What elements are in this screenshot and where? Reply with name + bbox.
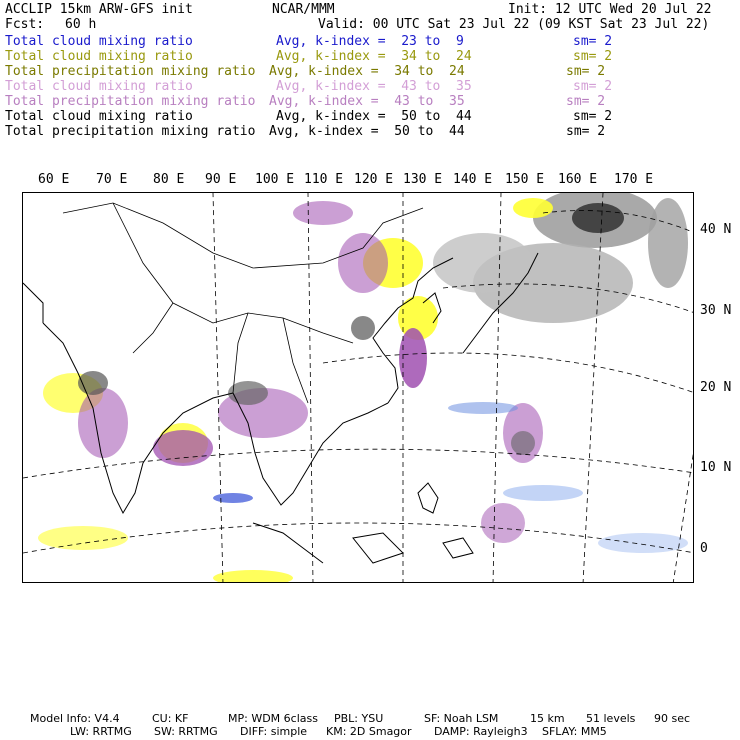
legend-sm: sm= 2 (573, 79, 613, 94)
lon-label: 150 E (505, 172, 545, 187)
lon-label: 170 E (614, 172, 654, 187)
legend-field: Total cloud mixing ratio (5, 49, 193, 64)
parallel (23, 449, 694, 478)
org-label: NCAR/MMM (272, 2, 335, 17)
border (283, 318, 308, 403)
lon-label: 60 E (38, 172, 70, 187)
lon-label: 160 E (558, 172, 598, 187)
lat-label: 10 N (700, 460, 732, 475)
legend-desc: Avg, k-index = 34 to 24 (269, 64, 465, 79)
cloud-patch (572, 203, 624, 233)
legend-sm: sm= 2 (573, 49, 613, 64)
legend-desc: Avg, k-index = 23 to 9 (276, 34, 464, 49)
resolution: 15 km (530, 712, 565, 725)
legend-sm: sm= 2 (566, 94, 606, 109)
legend-sm: sm= 2 (566, 64, 606, 79)
country-borders (63, 203, 423, 403)
lon-label: 110 E (304, 172, 344, 187)
map-title: ACCLIP 15km ARW-GFS init (5, 2, 193, 17)
sflay-scheme: SFLAY: MM5 (542, 725, 607, 738)
cloud-patch (338, 233, 388, 293)
pbl-scheme: PBL: YSU (334, 712, 384, 725)
legend-field: Total cloud mixing ratio (5, 34, 193, 49)
coastline (443, 538, 473, 558)
coastline (23, 283, 43, 323)
legend-desc: Avg, k-index = 43 to 35 (269, 94, 465, 109)
lon-label: 100 E (255, 172, 295, 187)
legend-sm: sm= 2 (566, 124, 606, 139)
cloud-patch (448, 402, 518, 414)
lon-label: 70 E (96, 172, 128, 187)
levels: 51 levels (586, 712, 636, 725)
legend-field: Total cloud mixing ratio (5, 109, 193, 124)
cloud-patch (293, 201, 353, 225)
meridian (308, 193, 313, 583)
border (133, 303, 173, 353)
sw-scheme: SW: RRTMG (154, 725, 218, 738)
map-panel (22, 192, 694, 583)
damp-scheme: DAMP: Rayleigh3 (434, 725, 528, 738)
lon-label: 140 E (453, 172, 493, 187)
lat-label: 30 N (700, 303, 732, 318)
time-step: 90 sec (654, 712, 691, 725)
cu-scheme: CU: KF (152, 712, 189, 725)
parallel (323, 353, 694, 393)
forecast-hour: 60 h (65, 17, 97, 32)
valid-time: Valid: 00 UTC Sat 23 Jul 22 (09 KST Sat 23 Jul 22) (318, 17, 710, 32)
cloud-patch (213, 570, 293, 583)
cloud-patch (503, 485, 583, 501)
legend-desc: Avg, k-index = 50 to 44 (269, 124, 465, 139)
legend-sm: sm= 2 (573, 109, 613, 124)
lon-label: 90 E (205, 172, 237, 187)
init-time: Init: 12 UTC Wed 20 Jul 22 (508, 2, 712, 17)
cloud-patch (598, 533, 688, 553)
cloud-patch (351, 316, 375, 340)
lat-label: 20 N (700, 380, 732, 395)
cloud-patch (511, 431, 535, 455)
diff-scheme: DIFF: simple (240, 725, 308, 738)
legend-desc: Avg, k-index = 50 to 44 (276, 109, 472, 124)
cloud-patch (78, 388, 128, 458)
cloud-patch (481, 503, 525, 543)
lon-label: 80 E (153, 172, 185, 187)
cloud-patch (38, 526, 128, 550)
legend-field: Total precipitation mixing ratio (5, 124, 256, 139)
border (233, 313, 248, 393)
legend-field: Total cloud mixing ratio (5, 79, 193, 94)
lat-label: 40 N (700, 222, 732, 237)
sf-scheme: SF: Noah LSM (424, 712, 499, 725)
parallel (23, 523, 694, 553)
legend-desc: Avg, k-index = 43 to 35 (276, 79, 472, 94)
coastline (43, 323, 233, 513)
cloud-shading (38, 193, 688, 583)
legend-field: Total precipitation mixing ratio (5, 94, 256, 109)
legend-sm: sm= 2 (573, 34, 613, 49)
legend-field: Total precipitation mixing ratio (5, 64, 256, 79)
coastline (418, 483, 438, 513)
lw-scheme: LW: RRTMG (70, 725, 132, 738)
lon-label: 130 E (403, 172, 443, 187)
cloud-patch (648, 198, 688, 288)
model-info: Model Info: V4.4 (30, 712, 120, 725)
meridian (213, 193, 223, 583)
cloud-patch (213, 493, 253, 503)
lon-label: 120 E (354, 172, 394, 187)
legend-desc: Avg, k-index = 34 to 24 (276, 49, 472, 64)
cloud-patch (513, 198, 553, 218)
meridian (673, 443, 694, 583)
forecast-label: Fcst: (5, 17, 45, 32)
coastline (353, 533, 403, 563)
lat-label: 0 (700, 541, 708, 556)
km-scheme: KM: 2D Smagor (326, 725, 412, 738)
mp-scheme: MP: WDM 6class (228, 712, 318, 725)
